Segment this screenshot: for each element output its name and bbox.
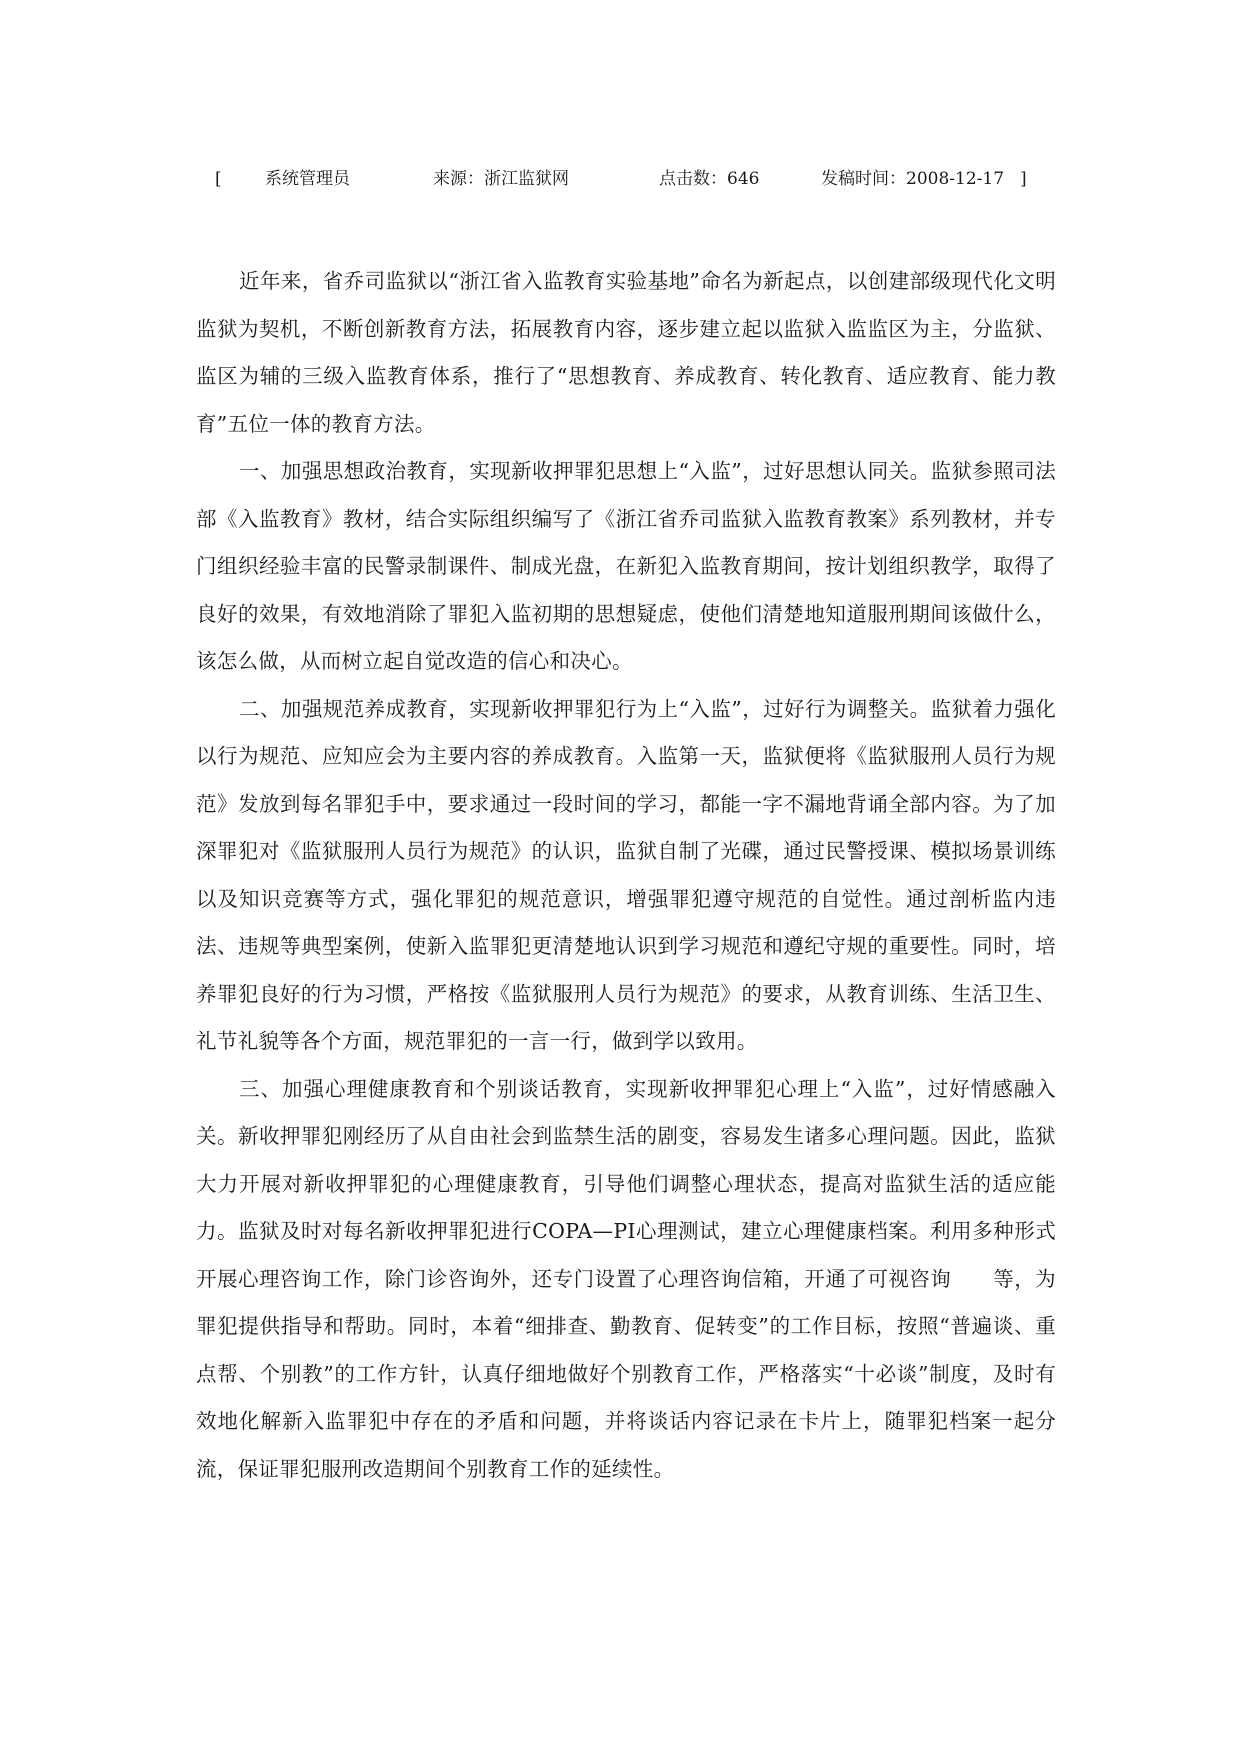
meta-close-bracket: ]: [1020, 169, 1027, 189]
paragraph-psychology-education: 三、加强心理健康教育和个别谈话教育，实现新收押罪犯心理上“入监”，过好情感融入关。新收押罪犯刚经历了从自由社会到监禁生活的剧变，容易发生诸多心理问题。因此，监狱大力开展对新收押罪犯的心理健康教育，引导他们调整心理状态，提高对监狱生活的适应能力。监狱及时对每名新收押罪犯进行COPA—PI心理测试，建立心理健康档案。利用多种形式开展心理咨询工作，除门诊咨询外，还专门设置了心理咨询信箱，开通了可视咨询 等，为罪犯提供指导和帮助。同时，本着“细排查、勤教育、促转变”的工作目标，按照“普遍谈、重点帮、个别教”的工作方针，认真仔细地做好个别教育工作，严格落实“十必谈”制度，及时有效地化解新入监罪犯中存在的矛盾和问题，并将谈话内容记录在卡片上，随罪犯档案一起分流，保证罪犯服刑改造期间个别教育工作的延续性。: [196, 1076, 1056, 1481]
meta-click-count: 点击数：646: [659, 169, 760, 189]
article-meta-line: [215, 166, 1045, 192]
paragraph-behavior-education: 二、加强规范养成教育，实现新收押罪犯行为上“入监”，过好行为调整关。监狱着力强化以行为规范、应知应会为主要内容的养成教育。入监第一天，监狱便将《监狱服刑人员行为规范》发放到每名罪犯手中，要求通过一段时间的学习，都能一字不漏地背诵全部内容。为了加深罪犯对《监狱服刑人员行为规范》的认识，监狱自制了光碟，通过民警授课、模拟场景训练以及知识竞赛等方式，强化罪犯的规范意识，增强罪犯遵守规范的自觉性。通过剖析监内违法、违规等典型案例，使新入监罪犯更清楚地认识到学习规范和遵纪守规的重要性。同时，培养罪犯良好的行为习惯，严格按《监狱服刑人员行为规范》的要求，从教育训练、生活卫生、礼节礼貌等各个方面，规范罪犯的一言一行，做到学以致用。: [196, 696, 1056, 1053]
article-body: [196, 258, 1056, 1493]
paragraph-ideology-education: 一、加强思想政治教育，实现新收押罪犯思想上“入监”，过好思想认同关。监狱参照司法部《入监教育》教材，结合实际组织编写了《浙江省乔司监狱入监教育教案》系列教材，并专门组织经验丰富的民警录制课件、制成光盘，在新犯入监教育期间，按计划组织教学，取得了良好的效果，有效地消除了罪犯入监初期的思想疑虑，使他们清楚地知道服刑期间该做什么，该怎么做，从而树立起自觉改造的信心和决心。: [196, 459, 1056, 673]
meta-publish-date: 发稿时间：2008-12-17: [821, 169, 1005, 189]
meta-source: 来源：浙江监狱网: [433, 169, 569, 189]
meta-open-bracket: [: [215, 169, 222, 189]
paragraph-intro: 近年来，省乔司监狱以“浙江省入监教育实验基地”命名为新起点，以创建部级现代化文明监狱为契机，不断创新教育方法，拓展教育内容，逐步建立起以监狱入监监区为主，分监狱、监区为辅的三级入监教育体系，推行了“思想教育、养成教育、转化教育、适应教育、能力教育”五位一体的教育方法。: [196, 269, 1056, 436]
meta-author: 系统管理员: [265, 169, 350, 189]
